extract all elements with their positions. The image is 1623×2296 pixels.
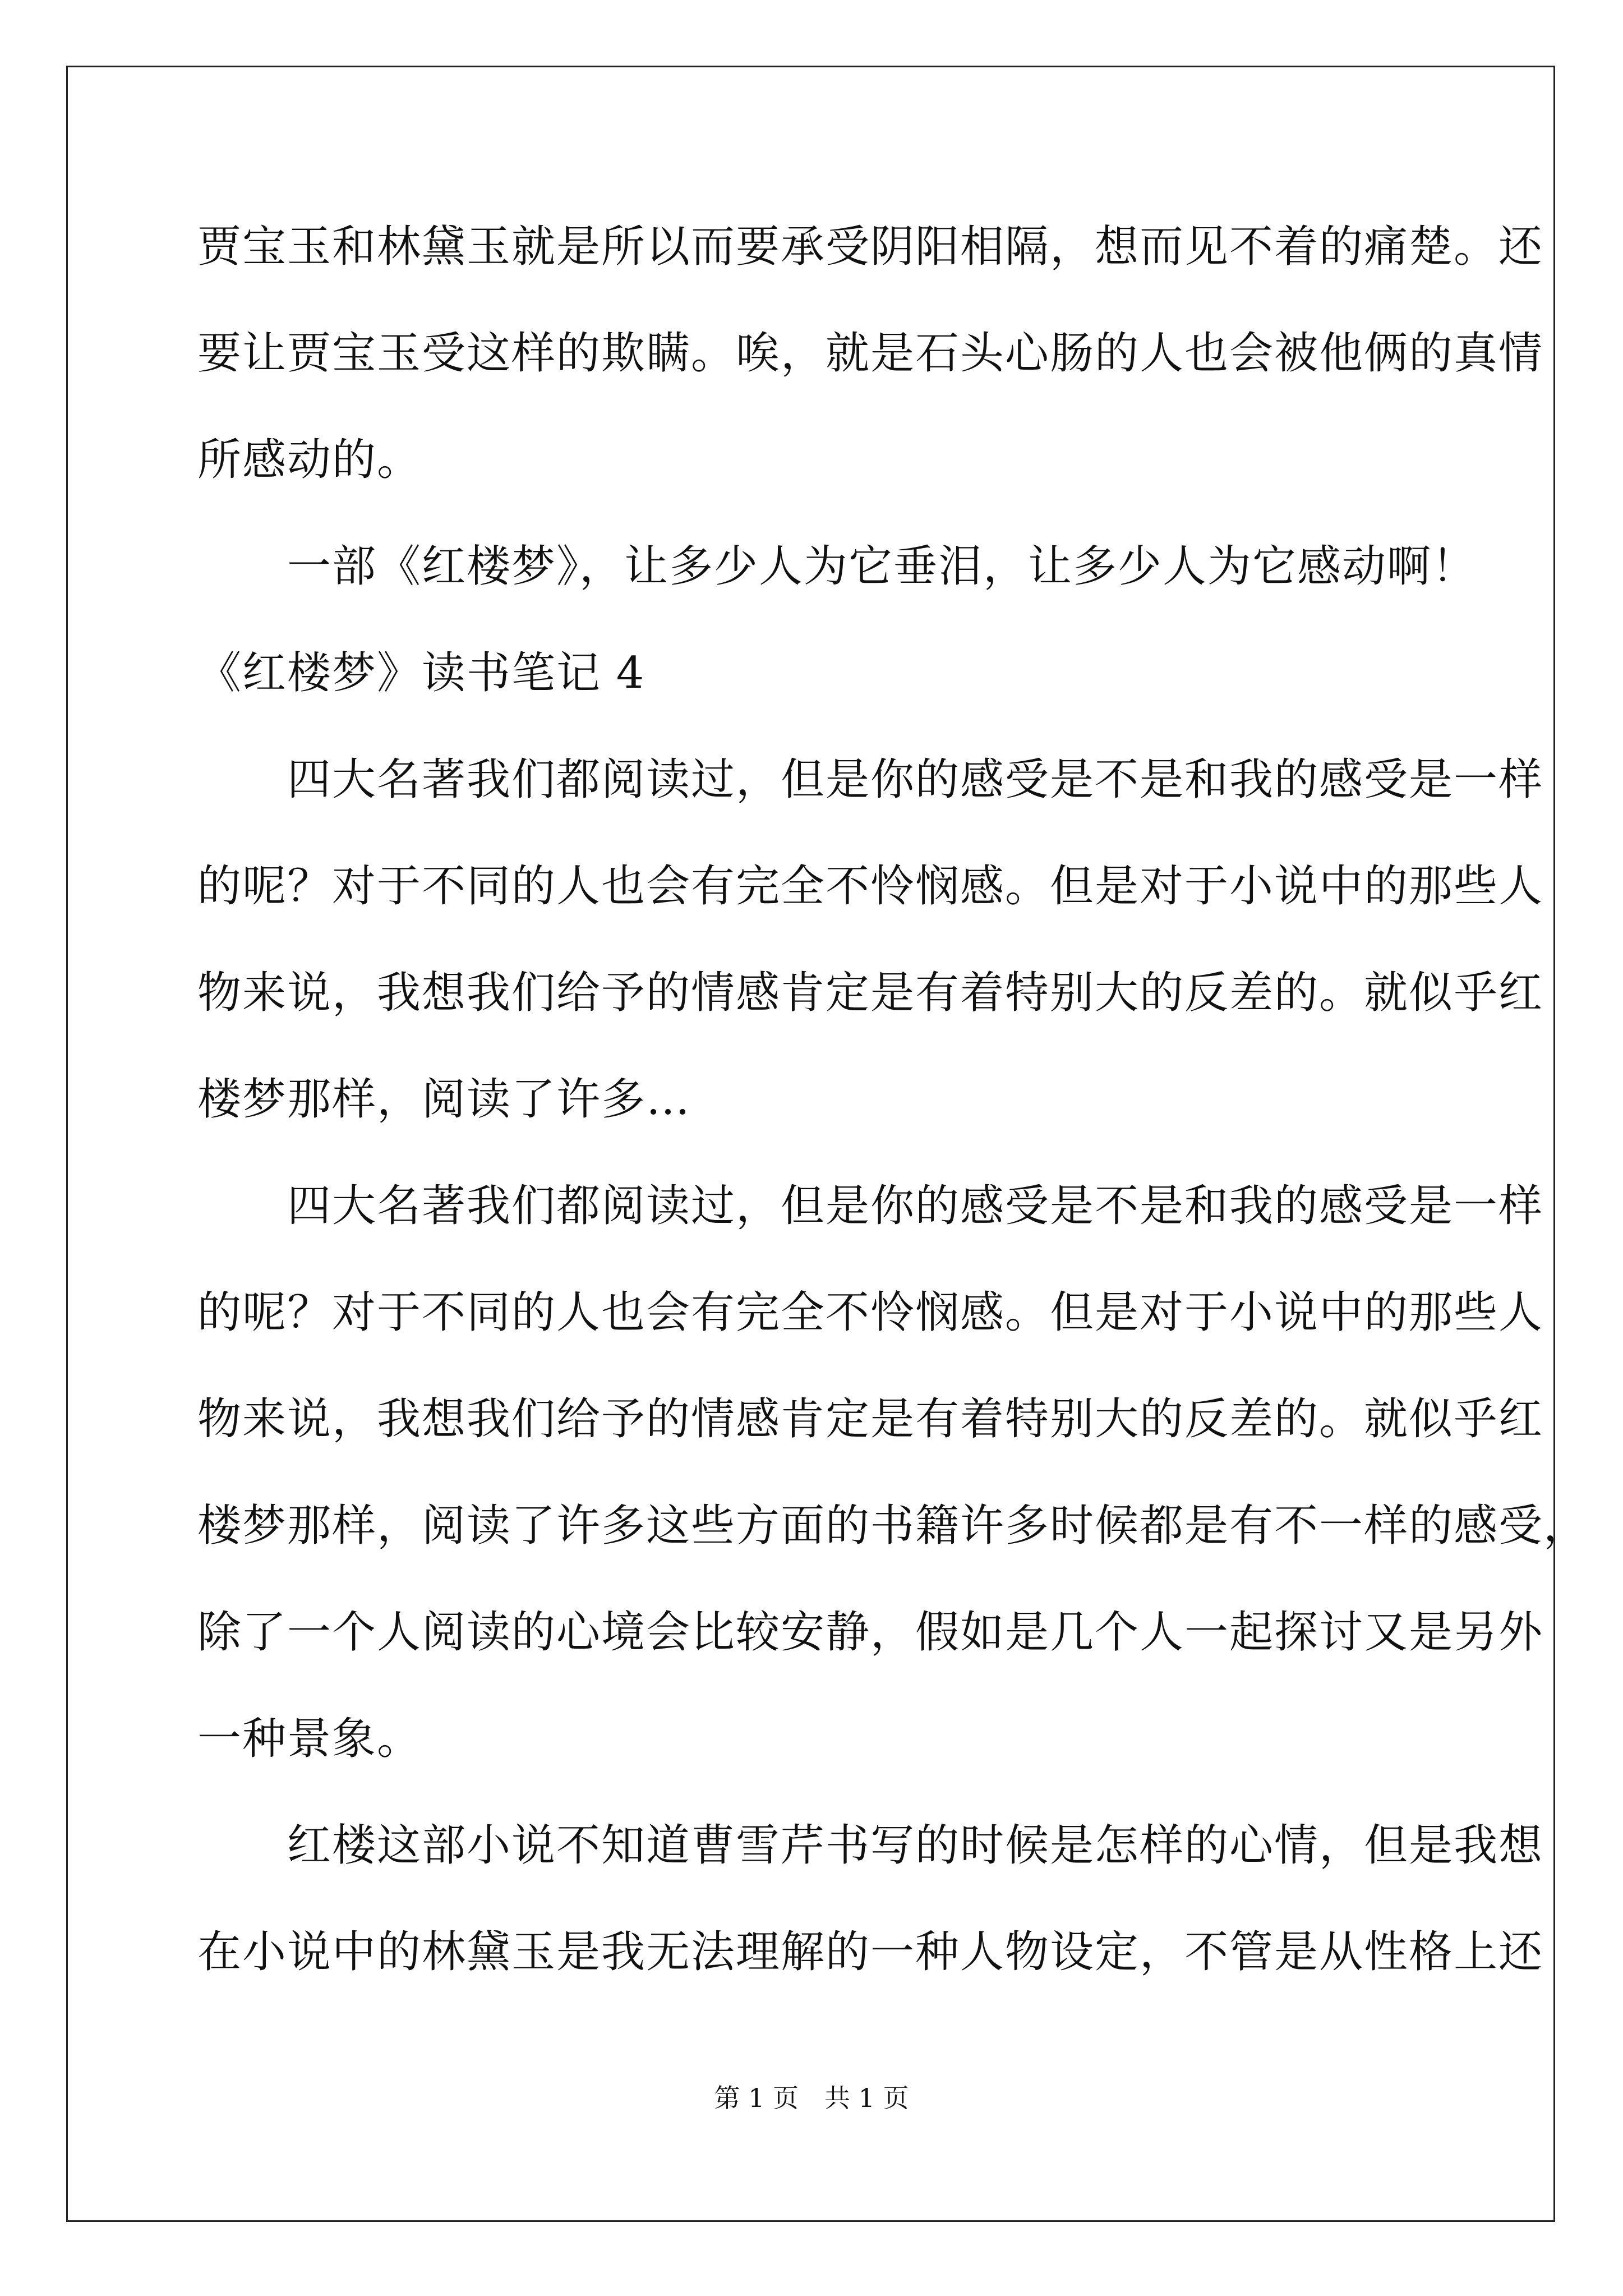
text-line: 楼梦那样，阅读了许多这些方面的书籍许多时候都是有不一样的感受， [197, 1501, 1589, 1551]
text-line: 一部《红楼梦》，让多少人为它垂泪，让多少人为它感动啊！ [197, 541, 1477, 592]
section-heading: 《红楼梦》读书笔记 4 [197, 648, 645, 698]
text-line: 贾宝玉和林黛玉就是所以而要承受阴阳相隔，想而见不着的痛楚。还 [197, 222, 1544, 272]
text-line: 物来说，我想我们给予的情感肯定是有着特别大的反差的。就似乎红 [197, 968, 1544, 1018]
text-line: 四大名著我们都阅读过，但是你的感受是不是和我的感受是一样 [197, 1181, 1544, 1231]
text-line: 四大名著我们都阅读过，但是你的感受是不是和我的感受是一样 [197, 754, 1544, 805]
page-number-footer: 第 1 页 共 1 页 [714, 2083, 909, 2113]
text-line: 在小说中的林黛玉是我无法理解的一种人物设定，不管是从性格上还 [197, 1927, 1544, 1977]
text-line: 红楼这部小说不知道曹雪芹书写的时候是怎样的心情，但是我想 [197, 1820, 1544, 1871]
text-line: 除了一个人阅读的心境会比较安静，假如是几个人一起探讨又是另外 [197, 1607, 1544, 1658]
page-border [66, 66, 1555, 2222]
text-line: 要让贾宝玉受这样的欺瞒。唉，就是石头心肠的人也会被他俩的真情 [197, 328, 1544, 379]
text-line: 物来说，我想我们给予的情感肯定是有着特别大的反差的。就似乎红 [197, 1394, 1544, 1444]
text-line: 一种景象。 [197, 1714, 422, 1764]
text-line: 楼梦那样，阅读了许多… [197, 1074, 691, 1125]
text-line: 所感动的。 [197, 435, 422, 485]
text-line: 的呢？对于不同的人也会有完全不怜悯感。但是对于小说中的那些人 [197, 861, 1544, 912]
text-line: 的呢？对于不同的人也会有完全不怜悯感。但是对于小说中的那些人 [197, 1287, 1544, 1338]
